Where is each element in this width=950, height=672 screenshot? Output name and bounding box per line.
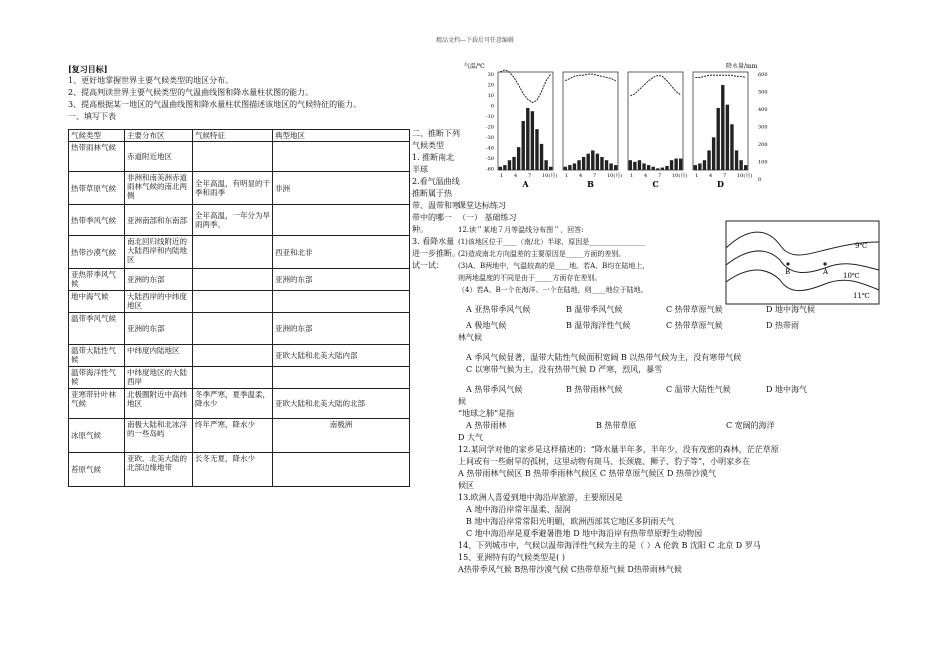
table-header-row [69, 130, 410, 142]
precip-bar [568, 165, 571, 170]
review-title: [复习目标] [68, 64, 108, 74]
mid-line-2: 1. 推断南北半球 [412, 153, 455, 174]
q13-a: A 地中海沿岸常年温柔、湿润 [466, 505, 571, 514]
table-cell: 温带大陆性气候 [69, 345, 125, 367]
table-cell: 温带海洋性气候 [69, 367, 125, 389]
options-5 [458, 420, 878, 432]
chart-frame [498, 72, 553, 170]
option: A 亚热带季风气候 [466, 305, 531, 314]
point-b [786, 262, 789, 265]
table-cell: 非洲 [273, 172, 410, 205]
table-cell: 长冬无夏，降水少 [193, 453, 273, 487]
precip-bar [712, 137, 715, 170]
climograph-B [563, 72, 622, 189]
table-row [69, 345, 410, 367]
options-3a: A 季风气候显著，温带大陆性气候面积宽阔 B 以热带气候为主，没有寒带气候 [466, 353, 742, 362]
chart-label: D [717, 179, 724, 189]
options-3b: C 以寒带气候为主，没有热带气候 D 严寒，烈风，暴雪 [466, 365, 663, 374]
precip-bar [707, 150, 710, 170]
left-tick-label: 0 [490, 103, 494, 110]
fill-title: 一、填写下表 [68, 112, 116, 121]
option: A 热带雨林 [466, 421, 507, 430]
precip-bar [512, 157, 515, 170]
table-cell [273, 205, 410, 236]
x-tick-label: 10(月) [672, 173, 688, 179]
precip-bar [661, 168, 664, 170]
option: B 温带季风气候 [566, 305, 623, 314]
mid-line-4: 3. 看降水量进一步推断。 [412, 237, 460, 258]
chart-frame [563, 72, 618, 170]
isotherm-10 [726, 251, 879, 273]
table-row [69, 313, 410, 345]
precip-bar [647, 165, 650, 170]
iso-label: 10℃ [843, 272, 860, 280]
options-2-wrap: 林气候 [458, 333, 482, 342]
precip-bar [721, 85, 724, 170]
table-cell: 亚欧大陆和北美大陆的北部 [273, 389, 410, 419]
precip-bar [633, 162, 636, 170]
q12-3a: (3)A、B两地中，气温较高的是____地。若A、B均在陆地上， [458, 262, 650, 270]
table-cell [193, 291, 273, 313]
table-cell: 南极大陆和北冰洋的一些岛屿 [125, 419, 193, 453]
x-tick-label: 10(月) [542, 173, 558, 179]
table-cell [193, 313, 273, 345]
chart-label: A [522, 179, 529, 189]
precip-bar [540, 144, 543, 170]
precip-bar [744, 165, 747, 170]
goal-3: 3、提高根据某一地区的气温曲线图和降水量柱状图描述该地区的气候特征的能力。 [68, 100, 362, 109]
practice-title: 课堂达标练习 [458, 201, 506, 210]
x-tick-label: 1 [695, 173, 699, 179]
y-left-label: 气温/℃ [464, 63, 485, 70]
precip-bar [698, 163, 701, 170]
precip-bar [591, 150, 594, 170]
precip-bar [726, 105, 729, 170]
table-cell [193, 236, 273, 269]
left-tick-label: -20 [485, 124, 494, 131]
chart-label: B [587, 179, 594, 189]
precip-bar [535, 129, 538, 170]
q12b-1: 12.某同学对他的家乡是这样描述的：“降水量半年多，半年少，没有茂密的森林，茫茫草原 [458, 445, 779, 454]
table-header: 气候特征 [193, 130, 273, 142]
table-cell [193, 367, 273, 389]
left-tick-label: -30 [485, 135, 494, 141]
table-row [69, 205, 410, 236]
x-tick-label: 7 [528, 173, 532, 179]
q12: 12.读＂某地７月等温线分布图＂，回答: [458, 226, 584, 234]
table-cell: 西亚和北非 [273, 236, 410, 269]
right-tick-label: 300 [758, 124, 768, 131]
x-tick-label: 4 [514, 173, 518, 179]
precip-bar [582, 157, 585, 170]
table-cell: 中纬度内陆地区 [125, 345, 193, 367]
table-cell: 赤道附近地区 [125, 142, 193, 172]
precip-bar [573, 163, 576, 170]
precip-bar [703, 160, 706, 170]
chart-frame [628, 72, 683, 170]
table-row [69, 142, 410, 172]
table-cell: 冬季严寒，夏季温柔，降水少 [193, 389, 273, 419]
precip-bar [735, 150, 738, 170]
table-cell: 亚欧、北美大陆的北部边缘地带 [125, 453, 193, 487]
table-row [69, 367, 410, 389]
table-header: 主要分布区 [125, 130, 193, 142]
table-cell: 非洲和南美洲赤道雨林气候的南北两侧 [125, 172, 193, 205]
isotherm-map [725, 220, 880, 305]
table-cell: 亚欧大陆和北美大陆内部 [273, 345, 410, 367]
option: A 极地气候 [466, 321, 507, 330]
table-cell: 热带雨林气候 [69, 142, 125, 172]
table-cell [193, 269, 273, 291]
precip-bar [642, 163, 645, 170]
table-cell: 亚洲南部和东南部 [125, 205, 193, 236]
q12b-2: 上间或有一些耐旱的孤树，这里动物有斑马、长颈鹿、狮子、豹子等”，小明家乡在 [458, 457, 751, 466]
precip-bar [665, 166, 668, 170]
table-row [69, 419, 410, 453]
table-cell: 南极洲 [273, 419, 410, 453]
options-6a: A 热带雨林气候区 B 热带季雨林气候区 C 热带草原气候区 D 热带沙漠气 [458, 469, 716, 478]
precip-bar [638, 160, 641, 170]
table-cell [273, 142, 410, 172]
table-cell: 热带季风气候 [69, 205, 125, 236]
x-tick-label: 10(月) [607, 173, 623, 179]
x-tick-label: 1 [630, 173, 634, 179]
x-tick-label: 1 [500, 173, 504, 179]
right-tick-label: 200 [758, 142, 768, 148]
precip-bar [526, 108, 529, 170]
x-tick-label: 10(月) [737, 173, 753, 179]
right-tick-label: 0 [758, 177, 762, 183]
precip-bar [503, 165, 506, 170]
options-2 [458, 320, 878, 332]
left-tick-label: 30 [487, 72, 494, 78]
x-tick-label: 7 [723, 173, 727, 179]
precip-bar [609, 163, 612, 170]
q12-2: (2)造成南北方向温差的主要原因是_____方面的差别。 [458, 250, 626, 258]
chart-frame [693, 72, 748, 170]
table-row [69, 172, 410, 205]
precip-bar [522, 121, 525, 170]
q15-options: A热带季风气候 B热带沙漠气候 C热带草原气候 D热带雨林气候 [458, 565, 682, 574]
y-right-label: 降水量/mm [726, 63, 758, 70]
q12-1: (1)该地区位于____（南/北）半球，原因是________________ [458, 238, 646, 246]
option: B 温带海洋性气候 [566, 321, 631, 330]
temperature-line [500, 70, 550, 103]
table-row [69, 389, 410, 419]
climograph-C [628, 72, 687, 189]
climate-table [68, 129, 410, 487]
table-cell: 温带季风气候 [69, 313, 125, 345]
precip-bar [517, 147, 520, 170]
chart-label: C [652, 179, 659, 189]
left-tick-label: -10 [485, 114, 494, 120]
goal-1: 1、更好地掌握世界主要气候类型的地区分布。 [68, 76, 234, 85]
precip-bar [674, 159, 677, 170]
x-tick-label: 1 [565, 173, 569, 179]
q14: 14、下列城市中，气候以温带海洋性气候为主的是（ ）A 伦敦 B 沈阳 C 北京 D 罗马 [458, 541, 761, 550]
right-tick-label: 100 [758, 159, 768, 166]
table-cell [273, 291, 410, 313]
q15: 15、亚洲特有的气候类型是( ) [458, 553, 565, 562]
precip-bar [499, 167, 502, 170]
precip-bar [614, 165, 617, 170]
table-cell: 大陆西岸的中纬度地区 [125, 291, 193, 313]
left-tick-label: -50 [485, 156, 494, 162]
left-tick-label: -60 [485, 166, 494, 173]
option: D 地中海气 [766, 385, 807, 394]
x-tick-label: 7 [658, 173, 662, 179]
left-column [68, 63, 408, 123]
precip-bar [656, 168, 659, 170]
precip-bar [694, 165, 697, 170]
left-tick-label: 10 [487, 93, 494, 99]
table-row [69, 269, 410, 291]
left-tick-label: 20 [487, 82, 494, 89]
right-tick-label: 500 [758, 89, 768, 96]
precip-bar [600, 157, 603, 170]
table-cell: 热带草原气候 [69, 172, 125, 205]
table-row [69, 291, 410, 313]
precip-bar [544, 160, 547, 170]
option: C 温带大陆性气候 [666, 385, 731, 394]
options-5-d: D 大气 [458, 433, 483, 442]
precip-bar [605, 160, 608, 170]
x-tick-label: 7 [593, 173, 597, 179]
option: B 热带雨林气候 [566, 385, 623, 394]
precip-bar [508, 160, 511, 170]
precip-bar [587, 154, 590, 170]
table-cell: 终年严寒，降水少 [193, 419, 273, 453]
x-tick-label: 4 [644, 173, 648, 179]
option: C 宽阔的海洋 [726, 421, 775, 430]
option: B 热带草原 [596, 421, 637, 430]
precip-bar [564, 167, 567, 170]
table-cell [193, 142, 273, 172]
middle-column [412, 128, 462, 272]
q12-4: （4）若A、B一个在海洋、一个在陆地，则____地位于陆地。 [458, 286, 648, 294]
temperature-line [695, 75, 745, 77]
temperature-line [630, 75, 680, 96]
mid-line-3: 2.看气温曲线推断属于热带、温带和寒带中的哪一种。 [412, 177, 460, 234]
climograph-A [498, 70, 557, 189]
option: C 热带草原气候 [666, 321, 723, 330]
table-cell: 热带沙漠气候 [69, 236, 125, 269]
precip-bar [679, 159, 682, 170]
table-cell: 亚热带季风气候 [69, 269, 125, 291]
table-header: 气候类型 [69, 130, 125, 142]
table-cell: 地中海气候 [69, 291, 125, 313]
precip-bar [577, 160, 580, 170]
option: D 热带雨 [766, 321, 799, 330]
table-row [69, 236, 410, 269]
x-tick-label: 4 [709, 173, 713, 179]
table-cell: 全年高温，一年分为旱雨两季。 [193, 205, 273, 236]
x-tick-label: 4 [579, 173, 583, 179]
q12-3b: 则两地温度的不同是由于_____方面存在差别。 [458, 274, 602, 282]
table-cell: 亚洲的东部 [125, 269, 193, 291]
precip-bar [596, 154, 599, 170]
precip-bar [531, 111, 534, 170]
basic-title: （一） 基础练习 [458, 213, 517, 222]
table-cell [193, 345, 273, 367]
goal-2: 2、提高判读世界主要气候类型的气温曲线图和降水量柱状图的能力。 [68, 88, 314, 97]
table-cell: 亚寒带针叶林气候 [69, 389, 125, 419]
precip-bar [670, 160, 673, 170]
table-cell: 中纬度地区的大陆西岸 [125, 367, 193, 389]
precip-bar [652, 167, 655, 170]
climograph-D [693, 72, 752, 189]
page-header: 精品文档---下载后可任意编辑 [435, 37, 515, 44]
iso-label: A [823, 268, 829, 276]
option: A 热带季风气候 [466, 385, 523, 394]
table-cell: 亚洲的东部 [273, 269, 410, 291]
right-tick-label: 600 [758, 72, 768, 78]
iso-label: 11℃ [853, 292, 870, 300]
precip-bar [730, 124, 733, 170]
table-cell: 亚洲的东部 [125, 313, 193, 345]
option: D 地中海气候 [766, 305, 815, 314]
climate-charts [458, 60, 778, 190]
question-lung: “地球之肺”是指 [458, 409, 515, 418]
options-4 [458, 384, 878, 396]
right-tick-label: 400 [758, 107, 768, 113]
iso-label: 9℃ [855, 242, 868, 250]
table-cell: 亚洲的东部 [273, 313, 410, 345]
temperature-line [565, 74, 615, 81]
table-row [69, 453, 410, 487]
table-header: 典型地区 [273, 130, 410, 142]
options-6b: 候区 [458, 481, 474, 490]
iso-label: B [785, 268, 791, 276]
table-cell: 南北回归线附近的大陆西岸和内陆地区 [125, 236, 193, 269]
precip-bar [717, 108, 720, 170]
precip-bar [549, 167, 552, 170]
options-1 [458, 304, 878, 316]
precip-bar [739, 160, 742, 170]
left-tick-label: -40 [485, 145, 494, 152]
q13: 13.欧洲人喜爱到地中海沿岸旅游，主要原因是 [458, 493, 623, 502]
q13-b: B 地中海沿岸常常阳光明媚，欧洲西部其它地区多阴雨天气 [466, 517, 675, 526]
point-a [823, 262, 826, 265]
precip-bar [629, 160, 632, 170]
mid-line-1: 二、推断下列气候类型 [412, 129, 460, 150]
table-cell: 冰原气候 [69, 419, 125, 453]
table-cell [273, 367, 410, 389]
q13-c: C 地中海沿岸是夏季避暑胜地 D 地中海沿岸有热带草原野生动物园 [466, 529, 703, 538]
table-cell: 北极圈附近中高纬地区 [125, 389, 193, 419]
mid-line-5: 试一试： [412, 261, 444, 270]
table-cell [273, 453, 410, 487]
options-4-wrap: 候 [458, 397, 466, 406]
table-cell: 全年高温，有明显的干季和雨季 [193, 172, 273, 205]
table-cell: 苔原气候 [69, 453, 125, 487]
option: C 热带草原气候 [666, 305, 723, 314]
